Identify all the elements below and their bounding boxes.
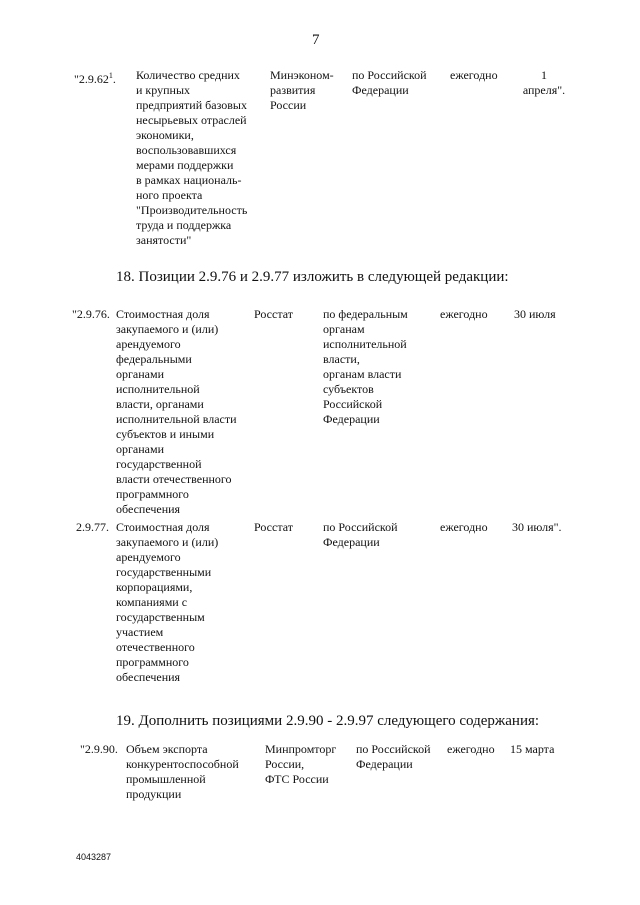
aggregation-level: по федеральным органам исполнительной власти, органам власти субъектов Российской Федерации (323, 307, 408, 426)
page-number: 7 (312, 32, 320, 48)
document-code: 4043287 (76, 852, 112, 862)
position-number (74, 68, 116, 87)
position-number-tail: . (112, 72, 116, 86)
aggregation-level: по Российской Федерации (323, 520, 398, 549)
indicator-name: Количество средних и крупных предприятий базовых несырьевых отраслей экономики, воспользовавшихся мерами поддержки в рамках националь- ного проекта "Производительность труда и поддержка занятости" (136, 68, 248, 247)
position-number: "2.9.76. (72, 307, 110, 321)
deadline: 30 июля". (512, 520, 562, 534)
deadline: 1 апреля". (522, 68, 566, 97)
position-number-superscript: 1 (108, 71, 113, 80)
position-number-text: "2.9.62 (74, 72, 109, 86)
aggregation-level: по Российской Федерации (356, 742, 431, 771)
periodicity: ежегодно (440, 520, 488, 534)
indicator-name: Стоимостная доля закупаемого и (или) арендуемого федеральными органами исполнительной власти, органами исполнительной власти субъектов и иными органами государственной власти отечественного программного обеспечения (116, 307, 237, 516)
responsible-agency: Минэконом- развития России (270, 68, 334, 112)
responsible-agency: Минпромторг России, ФТС России (265, 742, 337, 786)
responsible-agency: Росстат (254, 307, 293, 321)
responsible-agency: Росстат (254, 520, 293, 534)
section-heading-18: 18. Позиции 2.9.76 и 2.9.77 изложить в следующей редакции: (116, 269, 509, 285)
deadline: 15 марта (510, 742, 555, 756)
indicator-name: Объем экспорта конкурентоспособной промышленной продукции (126, 742, 239, 801)
section-heading-19: 19. Дополнить позициями 2.9.90 - 2.9.97 следующего содержания: (116, 713, 540, 729)
position-number: 2.9.77. (76, 520, 109, 534)
periodicity: ежегодно (447, 742, 495, 756)
aggregation-level: по Российской Федерации (352, 68, 427, 97)
periodicity: ежегодно (440, 307, 488, 321)
deadline: 30 июля (514, 307, 556, 321)
periodicity: ежегодно (450, 68, 498, 82)
position-number: "2.9.90. (80, 742, 118, 756)
indicator-name: Стоимостная доля закупаемого и (или) арендуемого государственными корпорациями, компаниями с государственным участием отечественного программного обеспечения (116, 520, 219, 684)
